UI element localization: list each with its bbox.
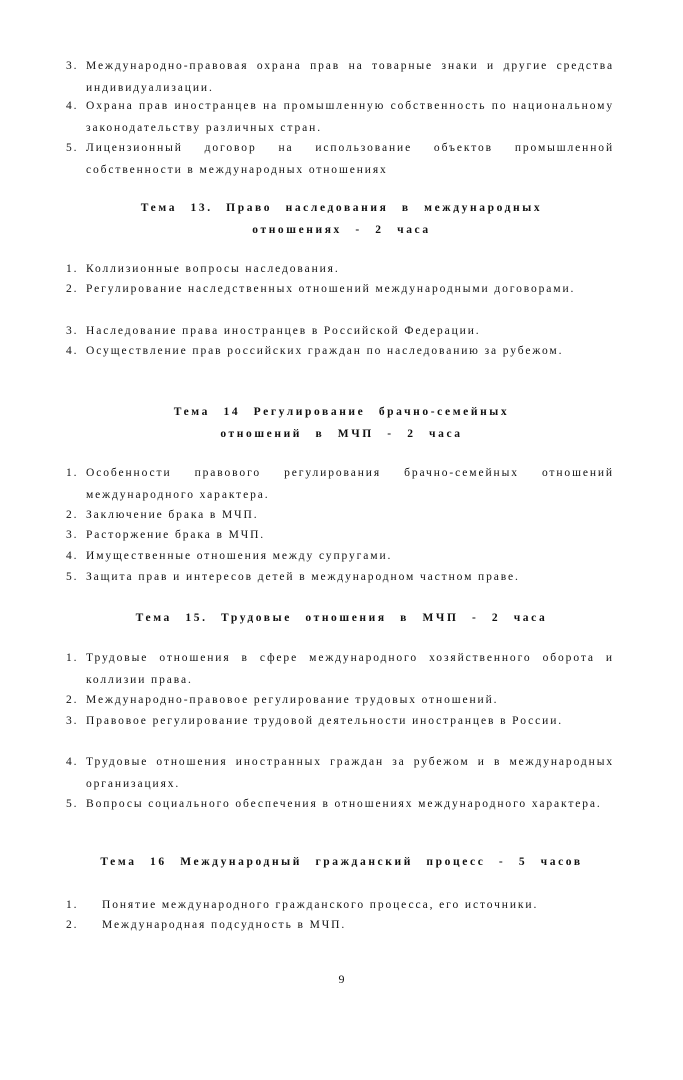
- list-item: [66, 710, 614, 732]
- list-item: [66, 258, 614, 280]
- list-item: [66, 95, 614, 139]
- item-number: 2.: [66, 919, 79, 931]
- item-number: 1.: [66, 263, 79, 275]
- item-number: 5.: [66, 142, 79, 154]
- list-item: [66, 278, 614, 300]
- item-text: Регулирование наследственных отношений международными договорами.: [86, 283, 576, 295]
- list-item: [66, 340, 614, 362]
- item-number: 2.: [66, 283, 79, 295]
- list-item: [66, 751, 614, 795]
- item-number: 3.: [66, 60, 79, 72]
- item-number: 3.: [66, 715, 79, 727]
- item-number: 4.: [66, 756, 79, 768]
- list-item: [66, 137, 614, 181]
- item-number: 5.: [66, 571, 79, 583]
- section-heading: Тема 15. Трудовые отношения в МЧП - 2 часа: [135, 612, 548, 624]
- list-item: [66, 894, 614, 916]
- list-item: [66, 504, 614, 526]
- item-number: 4.: [66, 345, 79, 357]
- item-number: 1.: [66, 467, 79, 479]
- item-text: Защита прав и интересов детей в международном частном праве.: [86, 571, 520, 583]
- item-text: Трудовые отношения в сфере международного хозяйственного оборота и коллизии права.: [86, 652, 614, 686]
- item-text: Имущественные отношения между супругами.: [86, 550, 393, 562]
- item-text: Трудовые отношения иностранных граждан за рубежом и в международных организациях.: [86, 756, 614, 790]
- section-heading: отношений в МЧП - 2 часа: [220, 428, 463, 440]
- section-heading: Тема 13. Право наследования в международных: [140, 202, 543, 214]
- list-item: [66, 566, 614, 588]
- section-heading: Тема 14 Регулирование брачно-семейных: [173, 406, 510, 418]
- list-item: [66, 545, 614, 567]
- list-item: [66, 793, 614, 815]
- item-number: 2.: [66, 509, 79, 521]
- item-text: Лицензионный договор на использование объектов промышленной собственности в международных отношениях: [86, 142, 614, 176]
- item-text: Осуществление прав российских граждан по наследованию за рубежом.: [86, 345, 564, 357]
- list-item: [66, 647, 614, 691]
- item-text: Вопросы социального обеспечения в отношениях международного характера.: [86, 798, 602, 810]
- item-text: Охрана прав иностранцев на промышленную собственность по национальному законодательству различных стран.: [86, 100, 614, 134]
- item-text: Международно-правовое регулирование трудовых отношений.: [86, 694, 499, 706]
- item-text: Заключение брака в МЧП.: [86, 509, 259, 521]
- item-number: 2.: [66, 694, 79, 706]
- item-text: Понятие международного гражданского процесса, его источники.: [102, 899, 539, 911]
- item-number: 4.: [66, 550, 79, 562]
- section-heading: отношениях - 2 часа: [252, 224, 431, 236]
- page-number: 9: [338, 972, 345, 986]
- item-text: Наследование права иностранцев в Российской Федерации.: [86, 325, 481, 337]
- item-text: Международная подсудность в МЧП.: [102, 919, 347, 931]
- list-item: [66, 462, 614, 506]
- list-item: [66, 55, 614, 99]
- item-number: 5.: [66, 798, 79, 810]
- item-text: Расторжение брака в МЧП.: [86, 529, 266, 541]
- list-item: [66, 689, 614, 711]
- item-text: Коллизионные вопросы наследования.: [86, 263, 340, 275]
- item-number: 3.: [66, 325, 79, 337]
- item-text: Особенности правового регулирования брачно-семейных отношений международного характера.: [86, 467, 614, 501]
- list-item: [66, 320, 614, 342]
- item-number: 1.: [66, 899, 79, 911]
- item-text: Международно-правовая охрана прав на товарные знаки и другие средства индивидуализации.: [86, 60, 614, 94]
- list-item: [66, 914, 614, 936]
- item-number: 3.: [66, 529, 79, 541]
- item-number: 1.: [66, 652, 79, 664]
- item-text: Правовое регулирование трудовой деятельности иностранцев в России.: [86, 715, 564, 727]
- item-number: 4.: [66, 100, 79, 112]
- section-heading: Тема 16 Международный гражданский процесс - 5 часов: [100, 856, 583, 868]
- list-item: [66, 524, 614, 546]
